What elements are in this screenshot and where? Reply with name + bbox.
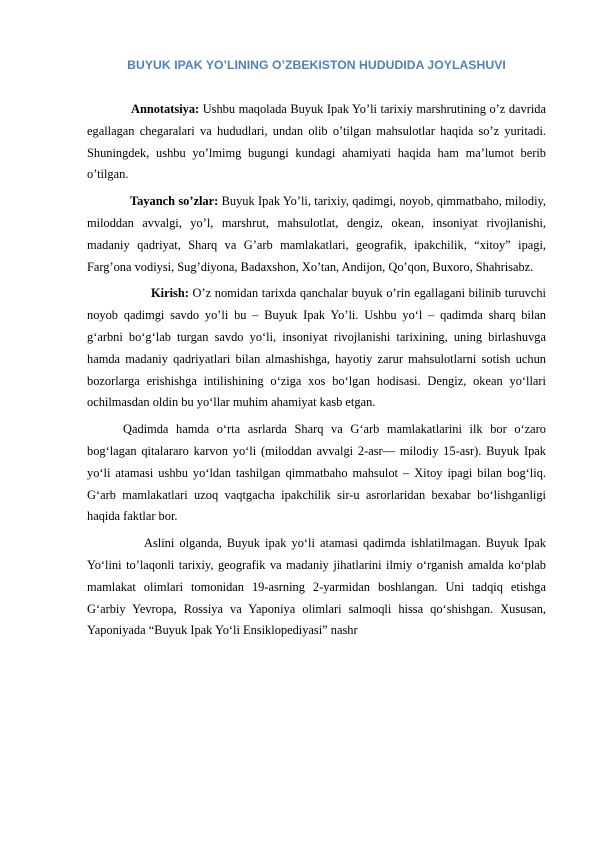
body-paragraph-1: Qadimda hamda o‘rta asrlarda Sharq va G‘arb mamlakatlarini ilk bor o‘zaro bog‘lagan qitalararo karvon yo‘li (miloddan avvalgi 2-asr— milodiy 15-asr). Buyuk Ipak yo‘li atamasi ushbu yo‘ldan tashilgan qimmatbaho mahsulot – Xitoy ipagi bilan bog‘liq. G‘arb mamlakatlari uzoq vaqtgacha ipakchilik sir-u asrorlaridan bexabar bo‘lishganligi haqida faktlar bor. — [87, 422, 546, 524]
body-paragraph-2: Aslini olganda, Buyuk ipak yo‘li atamasi qadimda ishlatilmagan. Buyuk Ipak Yo‘lini to’laqonli tarixiy, geografik va madaniy jihatlarini ilmiy o‘rganish amalda ko‘plab mamlakat olimlari tomonidan 19-asrning 2-yarmidan boshlangan. Uni tadqiq etishga G‘arbiy Yevropa, Rossiya va Yaponiya olimlari salmoqli hissa qo‘shishgan. Xususan, Yaponiyada “Buyuk Ipak Yo‘li Ensiklopediyasi” nashr — [87, 536, 546, 638]
keywords-label: Tayanch so’zlar: — [130, 194, 219, 209]
annotation-text: Ushbu maqolada Buyuk Ipak Yo’li tarixiy marshrutining o’z davrida egallagan chegaralari va hududlari, undan olib o’tilgan mahsulotlar haqida so’z yuritadi. Shuningdek, ushbu yo’lmimg bugungi kundagi ahamiyati haqida ham ma’lumot berib o’tilgan. — [87, 102, 546, 182]
document-page — [87, 58, 546, 642]
keywords-text: Buyuk Ipak Yo’li, tarixiy, qadimgi, noyob, qimmatbaho, milodiy, miloddan avvalgi, yo’l, marshrut, mahsulotlat, dengiz, okean, insoniyat rivojlanishi, madaniy qadriyat, Sharq va G’arb mamlakatlari, geografik, ipakchilik, “xitoy” ipagi, Farg’ona vodiysi, Sug’diyona, Badaxshon, Xo’tan, Andijon, Qo’qon, Buxoro, Shahrisabz. — [87, 194, 547, 274]
intro-text: O’z nomidan tarixda qanchalar buyuk o’rin egallagani bilinib turuvchi noyob qadimgi savdo yo’li bu – Buyuk Ipak Yo’li. Ushbu yo‘l – qadimda sharq bilan g‘arbni bo‘g‘lab turgan savdo yo‘li, insoniyat rivojlanishi tarixining, uning birlashuvga hamda madaniy qadriyatlari bilan almashishga, hayotiy zarur mahsulotlarni sotish uchun bozorlarga erishishga intilishining o‘ziga xos bo‘lgan hodisasi. Dengiz, okean yo‘llari ochilmasdan oldin bu yo‘llar muhim ahamiyat kasb etgan. — [87, 286, 546, 410]
intro-label: Kirish: — [151, 286, 189, 301]
annotation-paragraph — [87, 99, 546, 186]
intro-paragraph — [87, 283, 546, 414]
article-title: BUYUK IPAK YO’LINING O’ZBEKISTON HUDUDIDA JOYLASHUVI — [127, 58, 506, 72]
keywords-paragraph — [87, 191, 546, 278]
annotation-label: Annotatsiya: — [131, 102, 200, 116]
